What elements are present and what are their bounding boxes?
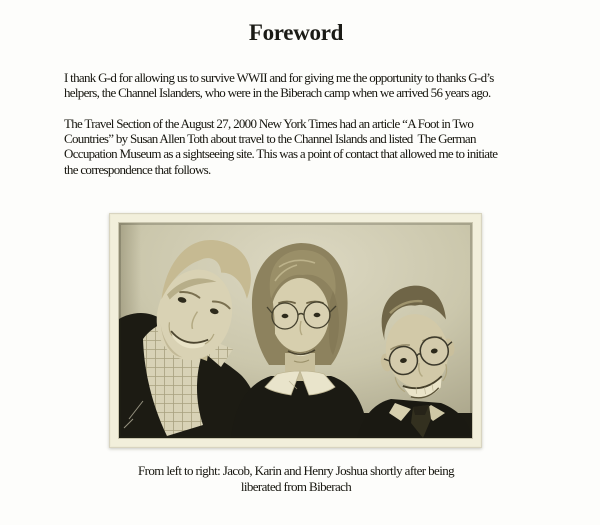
paragraph-2 <box>64 116 497 177</box>
caption-line: liberated from Biberach <box>240 478 352 494</box>
paragraph-line: I thank G-d for allowing us to survive WWII and for giving me the opportunity to thanks G-d’s <box>64 70 494 85</box>
paragraph-line: Occupation Museum as a sightseeing site. This was a point of contact that allowed me to initiate <box>64 146 498 162</box>
photograph <box>109 213 482 448</box>
photo-illustration <box>119 223 472 438</box>
paragraph-line: helpers, the Channel Islanders, who were in the Biberach camp when we arrived 56 years ago. <box>64 85 491 101</box>
paragraph-line: The Travel Section of the August 27, 2000 New York Times had an article “A Foot in Two <box>64 116 474 131</box>
photo-image <box>119 223 472 438</box>
caption-line: From left to right: Jacob, Karin and Henry Joshua shortly after being <box>137 463 455 478</box>
paragraph-line: the correspondence that follows. <box>64 161 211 177</box>
paragraph-1 <box>64 70 494 100</box>
photo-caption <box>0 463 592 494</box>
page-title: Foreword <box>248 20 344 45</box>
paragraph-line: Countries” by Susan Allen Toth about travel to the Channel Islands and listed The German <box>64 131 476 147</box>
